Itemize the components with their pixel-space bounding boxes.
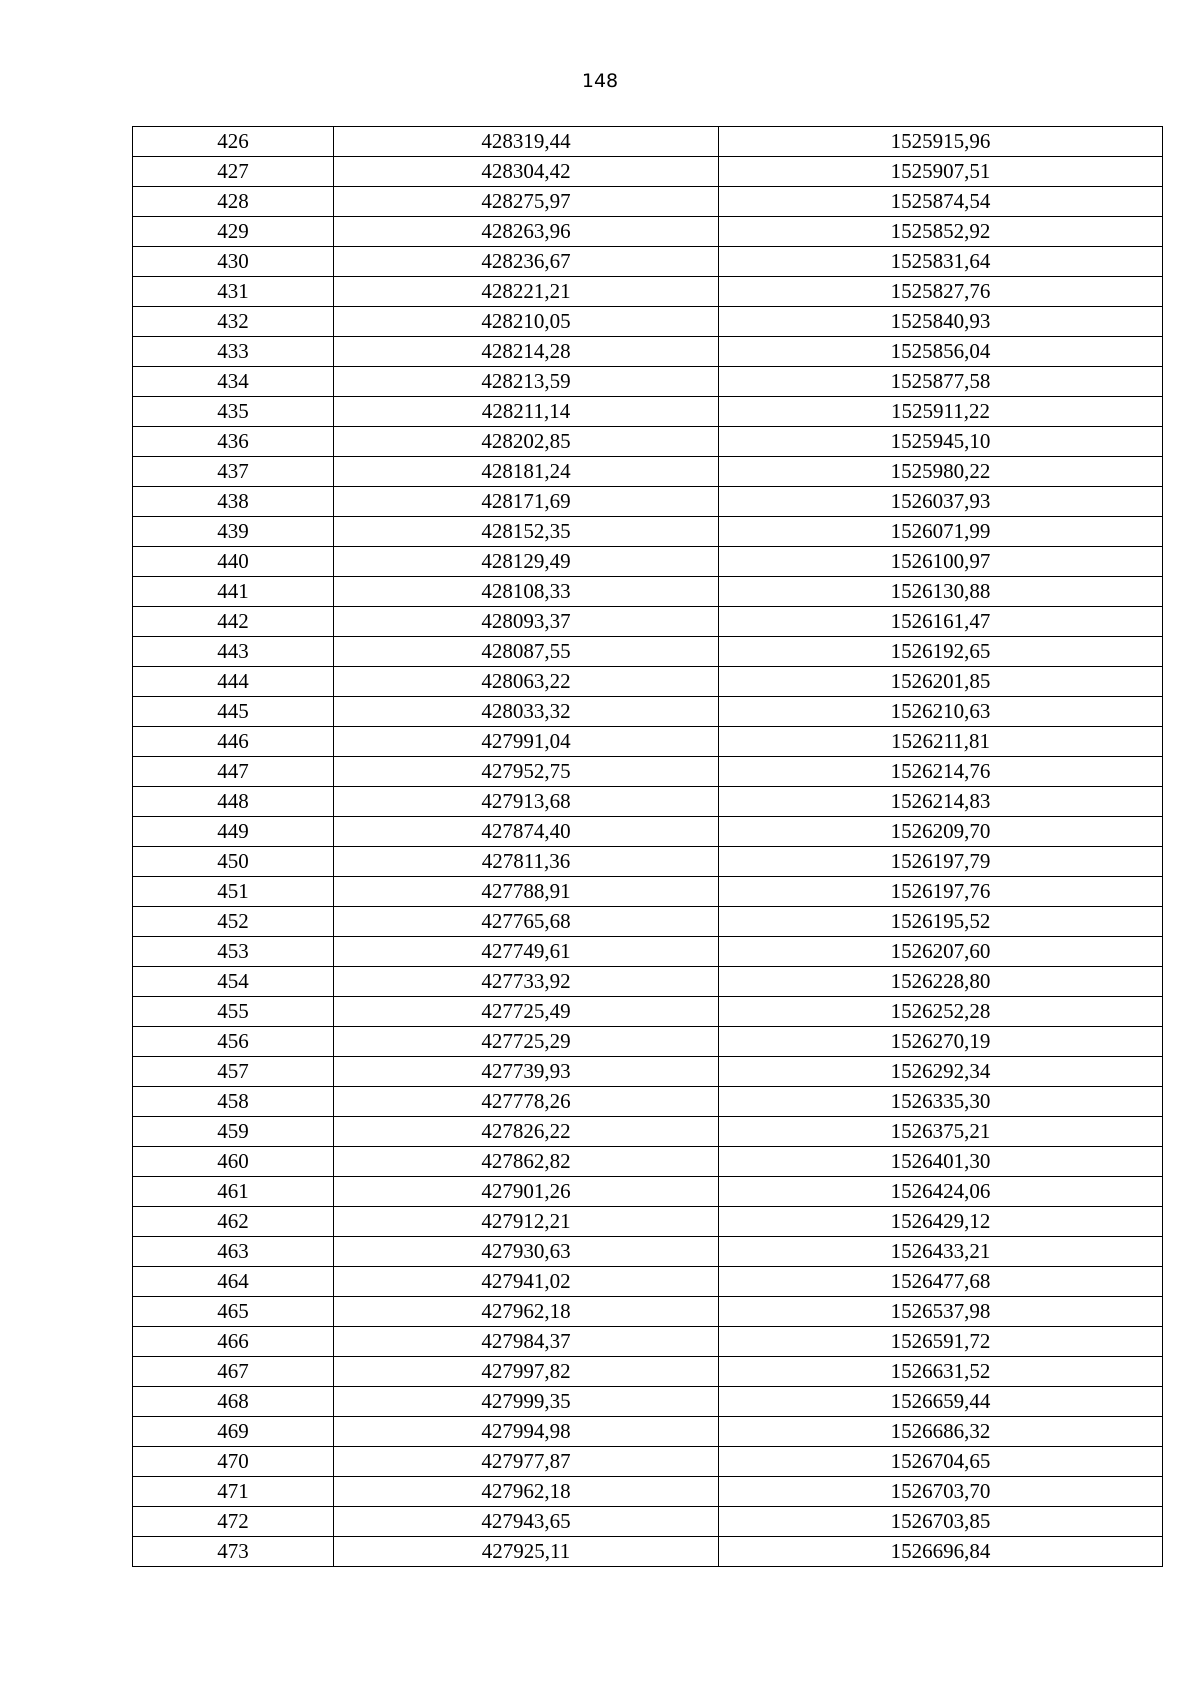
point-number-cell: 430 [133,247,334,277]
coordinates-table [132,126,1163,1567]
page-number: 148 [581,70,619,92]
point-number-cell: 469 [133,1417,334,1447]
coordinates-table-body [133,127,1163,1567]
point-number-cell: 449 [133,817,334,847]
table-row [133,487,1163,517]
point-number-cell: 439 [133,517,334,547]
y-coordinate-cell: 1526429,12 [719,1207,1163,1237]
y-coordinate-cell: 1525980,22 [719,457,1163,487]
table-row [133,1357,1163,1387]
table-row [133,1267,1163,1297]
point-number-cell: 427 [133,157,334,187]
y-coordinate-cell: 1526659,44 [719,1387,1163,1417]
y-coordinate-cell: 1526071,99 [719,517,1163,547]
x-coordinate-cell: 427962,18 [334,1477,719,1507]
point-number-cell: 468 [133,1387,334,1417]
table-row [133,1207,1163,1237]
y-coordinate-cell: 1526201,85 [719,667,1163,697]
point-number-cell: 433 [133,337,334,367]
table-row [133,637,1163,667]
y-coordinate-cell: 1525911,22 [719,397,1163,427]
x-coordinate-cell: 428319,44 [334,127,719,157]
table-row [133,607,1163,637]
x-coordinate-cell: 428129,49 [334,547,719,577]
point-number-cell: 428 [133,187,334,217]
table-row [133,397,1163,427]
x-coordinate-cell: 427977,87 [334,1447,719,1477]
point-number-cell: 473 [133,1537,334,1567]
x-coordinate-cell: 427984,37 [334,1327,719,1357]
y-coordinate-cell: 1526631,52 [719,1357,1163,1387]
table-row [133,187,1163,217]
x-coordinate-cell: 427811,36 [334,847,719,877]
point-number-cell: 470 [133,1447,334,1477]
point-number-cell: 436 [133,427,334,457]
point-number-cell: 463 [133,1237,334,1267]
point-number-cell: 451 [133,877,334,907]
x-coordinate-cell: 427994,98 [334,1417,719,1447]
x-coordinate-cell: 427874,40 [334,817,719,847]
table-row [133,937,1163,967]
table-row [133,1537,1163,1567]
y-coordinate-cell: 1526207,60 [719,937,1163,967]
x-coordinate-cell: 428063,22 [334,667,719,697]
point-number-cell: 434 [133,367,334,397]
point-number-cell: 465 [133,1297,334,1327]
point-number-cell: 441 [133,577,334,607]
x-coordinate-cell: 427941,02 [334,1267,719,1297]
y-coordinate-cell: 1525915,96 [719,127,1163,157]
table-row [133,847,1163,877]
table-row [133,1507,1163,1537]
x-coordinate-cell: 428087,55 [334,637,719,667]
table-row [133,997,1163,1027]
table-row [133,907,1163,937]
y-coordinate-cell: 1526037,93 [719,487,1163,517]
point-number-cell: 467 [133,1357,334,1387]
table-row [133,1327,1163,1357]
y-coordinate-cell: 1526696,84 [719,1537,1163,1567]
table-row [133,1297,1163,1327]
y-coordinate-cell: 1526703,85 [719,1507,1163,1537]
table-row [133,247,1163,277]
table-row [133,337,1163,367]
table-row [133,1417,1163,1447]
point-number-cell: 444 [133,667,334,697]
x-coordinate-cell: 428181,24 [334,457,719,487]
point-number-cell: 454 [133,967,334,997]
y-coordinate-cell: 1526214,83 [719,787,1163,817]
x-coordinate-cell: 427962,18 [334,1297,719,1327]
y-coordinate-cell: 1525945,10 [719,427,1163,457]
point-number-cell: 472 [133,1507,334,1537]
x-coordinate-cell: 428108,33 [334,577,719,607]
x-coordinate-cell: 428152,35 [334,517,719,547]
y-coordinate-cell: 1525827,76 [719,277,1163,307]
point-number-cell: 435 [133,397,334,427]
point-number-cell: 445 [133,697,334,727]
table-row [133,817,1163,847]
x-coordinate-cell: 428213,59 [334,367,719,397]
y-coordinate-cell: 1526424,06 [719,1177,1163,1207]
table-row [133,1477,1163,1507]
point-number-cell: 447 [133,757,334,787]
point-number-cell: 453 [133,937,334,967]
y-coordinate-cell: 1526433,21 [719,1237,1163,1267]
point-number-cell: 438 [133,487,334,517]
table-row [133,1117,1163,1147]
y-coordinate-cell: 1526292,34 [719,1057,1163,1087]
y-coordinate-cell: 1526211,81 [719,727,1163,757]
table-row [133,1057,1163,1087]
y-coordinate-cell: 1526704,65 [719,1447,1163,1477]
point-number-cell: 448 [133,787,334,817]
table-row [133,727,1163,757]
table-row [133,757,1163,787]
x-coordinate-cell: 427765,68 [334,907,719,937]
point-number-cell: 471 [133,1477,334,1507]
point-number-cell: 462 [133,1207,334,1237]
x-coordinate-cell: 427733,92 [334,967,719,997]
x-coordinate-cell: 427997,82 [334,1357,719,1387]
point-number-cell: 432 [133,307,334,337]
point-number-cell: 464 [133,1267,334,1297]
y-coordinate-cell: 1526270,19 [719,1027,1163,1057]
table-row [133,877,1163,907]
x-coordinate-cell: 427901,26 [334,1177,719,1207]
point-number-cell: 458 [133,1087,334,1117]
point-number-cell: 457 [133,1057,334,1087]
y-coordinate-cell: 1526197,79 [719,847,1163,877]
x-coordinate-cell: 428236,67 [334,247,719,277]
table-row [133,697,1163,727]
y-coordinate-cell: 1526703,70 [719,1477,1163,1507]
point-number-cell: 452 [133,907,334,937]
y-coordinate-cell: 1526195,52 [719,907,1163,937]
point-number-cell: 456 [133,1027,334,1057]
table-row [133,1027,1163,1057]
y-coordinate-cell: 1525907,51 [719,157,1163,187]
table-row [133,277,1163,307]
point-number-cell: 429 [133,217,334,247]
point-number-cell: 455 [133,997,334,1027]
point-number-cell: 466 [133,1327,334,1357]
x-coordinate-cell: 427725,49 [334,997,719,1027]
y-coordinate-cell: 1525840,93 [719,307,1163,337]
table-row [133,577,1163,607]
point-number-cell: 461 [133,1177,334,1207]
x-coordinate-cell: 427739,93 [334,1057,719,1087]
table-row [133,457,1163,487]
table-row [133,517,1163,547]
point-number-cell: 431 [133,277,334,307]
x-coordinate-cell: 428275,97 [334,187,719,217]
x-coordinate-cell: 428263,96 [334,217,719,247]
y-coordinate-cell: 1525856,04 [719,337,1163,367]
table-row [133,1387,1163,1417]
y-coordinate-cell: 1526228,80 [719,967,1163,997]
table-row [133,1447,1163,1477]
table-row [133,787,1163,817]
x-coordinate-cell: 427943,65 [334,1507,719,1537]
y-coordinate-cell: 1526161,47 [719,607,1163,637]
x-coordinate-cell: 428033,32 [334,697,719,727]
table-row [133,1087,1163,1117]
point-number-cell: 437 [133,457,334,487]
x-coordinate-cell: 428304,42 [334,157,719,187]
y-coordinate-cell: 1525874,54 [719,187,1163,217]
point-number-cell: 446 [133,727,334,757]
y-coordinate-cell: 1525852,92 [719,217,1163,247]
x-coordinate-cell: 427913,68 [334,787,719,817]
point-number-cell: 460 [133,1147,334,1177]
point-number-cell: 443 [133,637,334,667]
point-number-cell: 440 [133,547,334,577]
table-row [133,427,1163,457]
x-coordinate-cell: 427826,22 [334,1117,719,1147]
x-coordinate-cell: 427925,11 [334,1537,719,1567]
x-coordinate-cell: 427788,91 [334,877,719,907]
x-coordinate-cell: 428210,05 [334,307,719,337]
y-coordinate-cell: 1526210,63 [719,697,1163,727]
point-number-cell: 450 [133,847,334,877]
y-coordinate-cell: 1525877,58 [719,367,1163,397]
table-row [133,127,1163,157]
table-row [133,1177,1163,1207]
table-row [133,157,1163,187]
y-coordinate-cell: 1526375,21 [719,1117,1163,1147]
x-coordinate-cell: 427725,29 [334,1027,719,1057]
y-coordinate-cell: 1526401,30 [719,1147,1163,1177]
y-coordinate-cell: 1526252,28 [719,997,1163,1027]
y-coordinate-cell: 1526591,72 [719,1327,1163,1357]
y-coordinate-cell: 1526214,76 [719,757,1163,787]
table-row [133,547,1163,577]
y-coordinate-cell: 1526209,70 [719,817,1163,847]
x-coordinate-cell: 427912,21 [334,1207,719,1237]
point-number-cell: 426 [133,127,334,157]
y-coordinate-cell: 1526537,98 [719,1297,1163,1327]
x-coordinate-cell: 428211,14 [334,397,719,427]
table-row [133,967,1163,997]
y-coordinate-cell: 1526477,68 [719,1267,1163,1297]
x-coordinate-cell: 428221,21 [334,277,719,307]
x-coordinate-cell: 428214,28 [334,337,719,367]
x-coordinate-cell: 427749,61 [334,937,719,967]
x-coordinate-cell: 428202,85 [334,427,719,457]
table-row [133,667,1163,697]
table-row [133,1237,1163,1267]
y-coordinate-cell: 1526130,88 [719,577,1163,607]
table-row [133,217,1163,247]
y-coordinate-cell: 1526192,65 [719,637,1163,667]
x-coordinate-cell: 427778,26 [334,1087,719,1117]
x-coordinate-cell: 427991,04 [334,727,719,757]
table-row [133,367,1163,397]
table-row [133,307,1163,337]
x-coordinate-cell: 428171,69 [334,487,719,517]
y-coordinate-cell: 1525831,64 [719,247,1163,277]
x-coordinate-cell: 427952,75 [334,757,719,787]
y-coordinate-cell: 1526100,97 [719,547,1163,577]
table-row [133,1147,1163,1177]
y-coordinate-cell: 1526686,32 [719,1417,1163,1447]
point-number-cell: 459 [133,1117,334,1147]
y-coordinate-cell: 1526335,30 [719,1087,1163,1117]
x-coordinate-cell: 427999,35 [334,1387,719,1417]
point-number-cell: 442 [133,607,334,637]
y-coordinate-cell: 1526197,76 [719,877,1163,907]
x-coordinate-cell: 427930,63 [334,1237,719,1267]
x-coordinate-cell: 427862,82 [334,1147,719,1177]
x-coordinate-cell: 428093,37 [334,607,719,637]
